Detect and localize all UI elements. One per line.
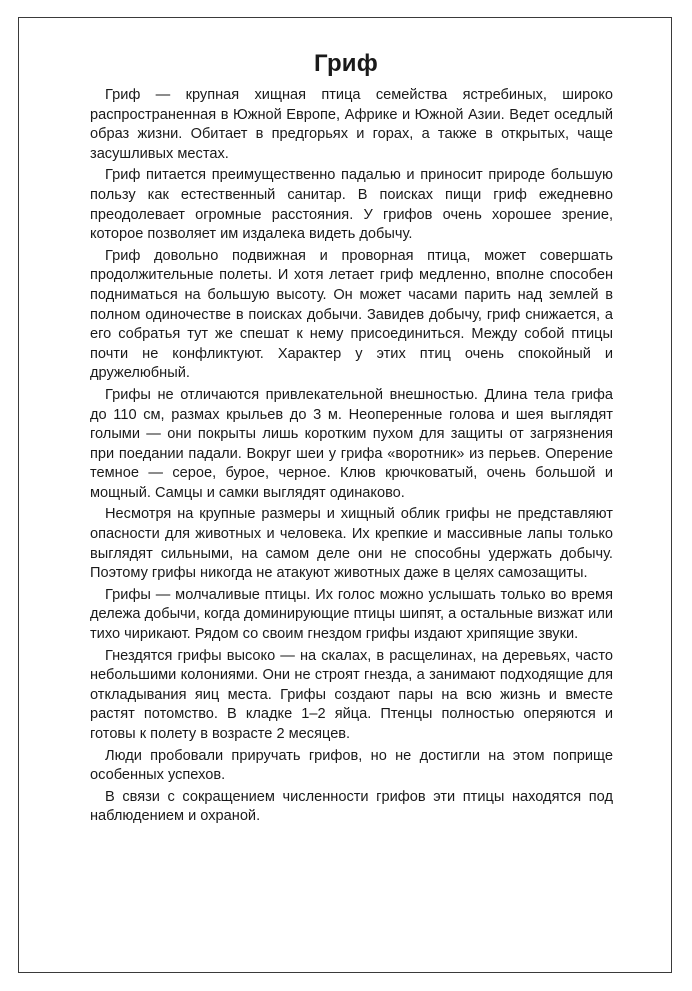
- article-body: [90, 86, 613, 829]
- paragraph-taming: Люди пробовали приручать грифов, но не достигли на этом поприще особенных успехов.: [90, 747, 613, 784]
- paragraph-appearance: Грифы не отличаются привлекательной внешностью. Длина тела грифа до 110 см, размах крыльев до 3 м. Неоперенные голова и шея выглядят голыми — они покрыты лишь коротким пухом для защиты от загрязнения при поедании падали. Вокруг шеи у грифа «воротник» из перьев. Оперение темное — серое, бурое, черное. Клюв крючковатый, очень большой и мощный. Самцы и самки выглядят одинаково.: [90, 386, 613, 501]
- paragraph-danger: Несмотря на крупные размеры и хищный облик грифы не представляют опасности для животных и человека. Их крепкие и массивные лапы только выглядят сильными, на самом деле они не способны удержать добычу. Поэтому грифы никогда не атакуют животных даже в целях самозащиты.: [90, 506, 613, 582]
- paragraph-diet: Гриф питается преимущественно падалью и приносит природе большую пользу как естественный санитар. В поисках пищи гриф ежедневно преодолевает огромные расстояния. У грифов очень хорошее зрение, которое позволяет им издалека видеть добычу.: [90, 167, 613, 243]
- paragraph-protection: В связи с сокращением численности грифов эти птицы находятся под наблюдением и охраной.: [90, 788, 613, 825]
- paragraph-voice: Грифы — молчаливые птицы. Их голос можно услышать только во время дележа добычи, когда доминирующие птицы шипят, а остальные визжат или тихо чирикают. Рядом со своим гнездом грифы издают хрипящие звуки.: [90, 586, 613, 643]
- page-title: Гриф: [314, 50, 378, 77]
- paragraph-nesting: Гнездятся грифы высоко — на скалах, в расщелинах, на деревьях, часто небольшими колониями. Они не строят гнезда, а занимают подходящие для откладывания яиц места. Грифы создают пары на всю жизнь и вместе растят потомство. В кладке 1–2 яйца. Птенцы полностью оперяются и готовы к полету в возрасте 2 месяцев.: [90, 647, 613, 742]
- paragraph-flight: Гриф довольно подвижная и проворная птица, может совершать продолжительные полеты. И хотя летает гриф медленно, вполне способен подниматься на большую высоту. Он может часами парить над землей в полном одиночестве в поисках добычи. Завидев добычу, гриф снижается, а его собратья тут же спешат к нему присоединиться. Между собой птицы почти не конфликтуют. Характер у этих птиц очень спокойный и дружелюбный.: [90, 247, 613, 382]
- paragraph-distribution: Гриф — крупная хищная птица семейства ястребиных, широко распространенная в Южной Европе, Африке и Южной Азии. Ведет оседлый образ жизни. Обитает в предгорьях и горах, а также в открытых, чаще засушливых местах.: [90, 87, 613, 162]
